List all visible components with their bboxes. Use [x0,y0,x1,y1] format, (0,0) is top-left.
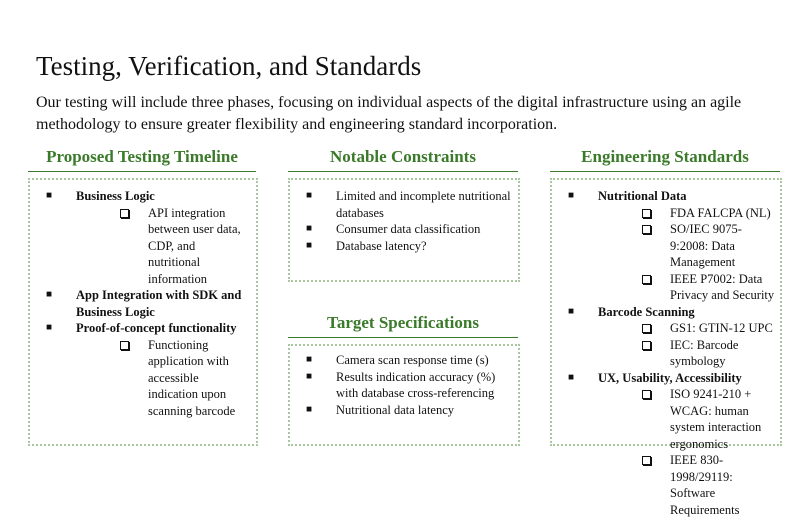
timeline-item: ■ App Integration with SDK and Business Logic [32,287,250,320]
standards-item [554,188,776,304]
targets-rule [288,337,518,338]
timeline-sublist [76,205,250,288]
targets-item: ■ Camera scan response time (s) [292,352,512,369]
constraints-item: ■ Limited and incomplete nutritional databases [292,188,512,221]
timeline-heading: Proposed Testing Timeline [28,146,256,168]
standards-sublist [598,205,776,304]
standards-subitem: IEEE P7002: Data Privacy and Security [598,271,776,304]
page-title: Testing, Verification, and Standards [36,50,421,82]
timeline-item [32,320,250,419]
timeline-list [32,188,250,419]
timeline-subitem: API integration between user data, CDP, and nutritional information [76,205,250,288]
standards-item-label: UX, Usability, Accessibility [598,371,742,385]
timeline-item-label: Business Logic [76,189,155,203]
standards-item-label: Nutritional Data [598,189,687,203]
standards-subitem: FDA FALCPA (NL) [598,205,776,222]
timeline-subitem: Functioning application with accessible indication upon scanning barcode [76,337,250,420]
timeline-item [32,188,250,287]
standards-subitem: IEC: Barcode symbology [598,337,776,370]
constraints-list [292,188,512,254]
standards-list [554,188,776,518]
constraints-rule [288,171,518,172]
standards-subitem: GS1: GTIN-12 UPC [598,320,776,337]
standards-subitem: ISO 9241-210 + WCAG: human system interaction ergonomics [598,386,776,452]
standards-item [554,370,776,518]
standards-item-label: Barcode Scanning [598,305,695,319]
standards-sublist [598,386,776,518]
targets-list [292,352,512,418]
targets-item: ■ Results indication accuracy (%) with database cross-referencing [292,369,512,402]
targets-item: ■ Nutritional data latency [292,402,512,419]
standards-subitem: IEEE 830-1998/29119: Software Requirements [598,452,776,518]
constraints-item: ■ Database latency? [292,238,512,255]
standards-sublist [598,320,776,370]
standards-item [554,304,776,370]
intro-paragraph: Our testing will include three phases, focusing on individual aspects of the digital infrastructure using an agile methodology to ensure greater flexibility and engineering standard incorporation. [36,92,781,136]
standards-rule [550,171,780,172]
constraints-item: ■ Consumer data classification [292,221,512,238]
timeline-rule [28,171,256,172]
constraints-heading: Notable Constraints [288,146,518,168]
timeline-item-label: Proof-of-concept functionality [76,321,237,335]
targets-heading: Target Specifications [288,312,518,334]
standards-subitem: SO/IEC 9075-9:2008: Data Management [598,221,776,271]
timeline-sublist [76,337,250,420]
standards-heading: Engineering Standards [550,146,780,168]
